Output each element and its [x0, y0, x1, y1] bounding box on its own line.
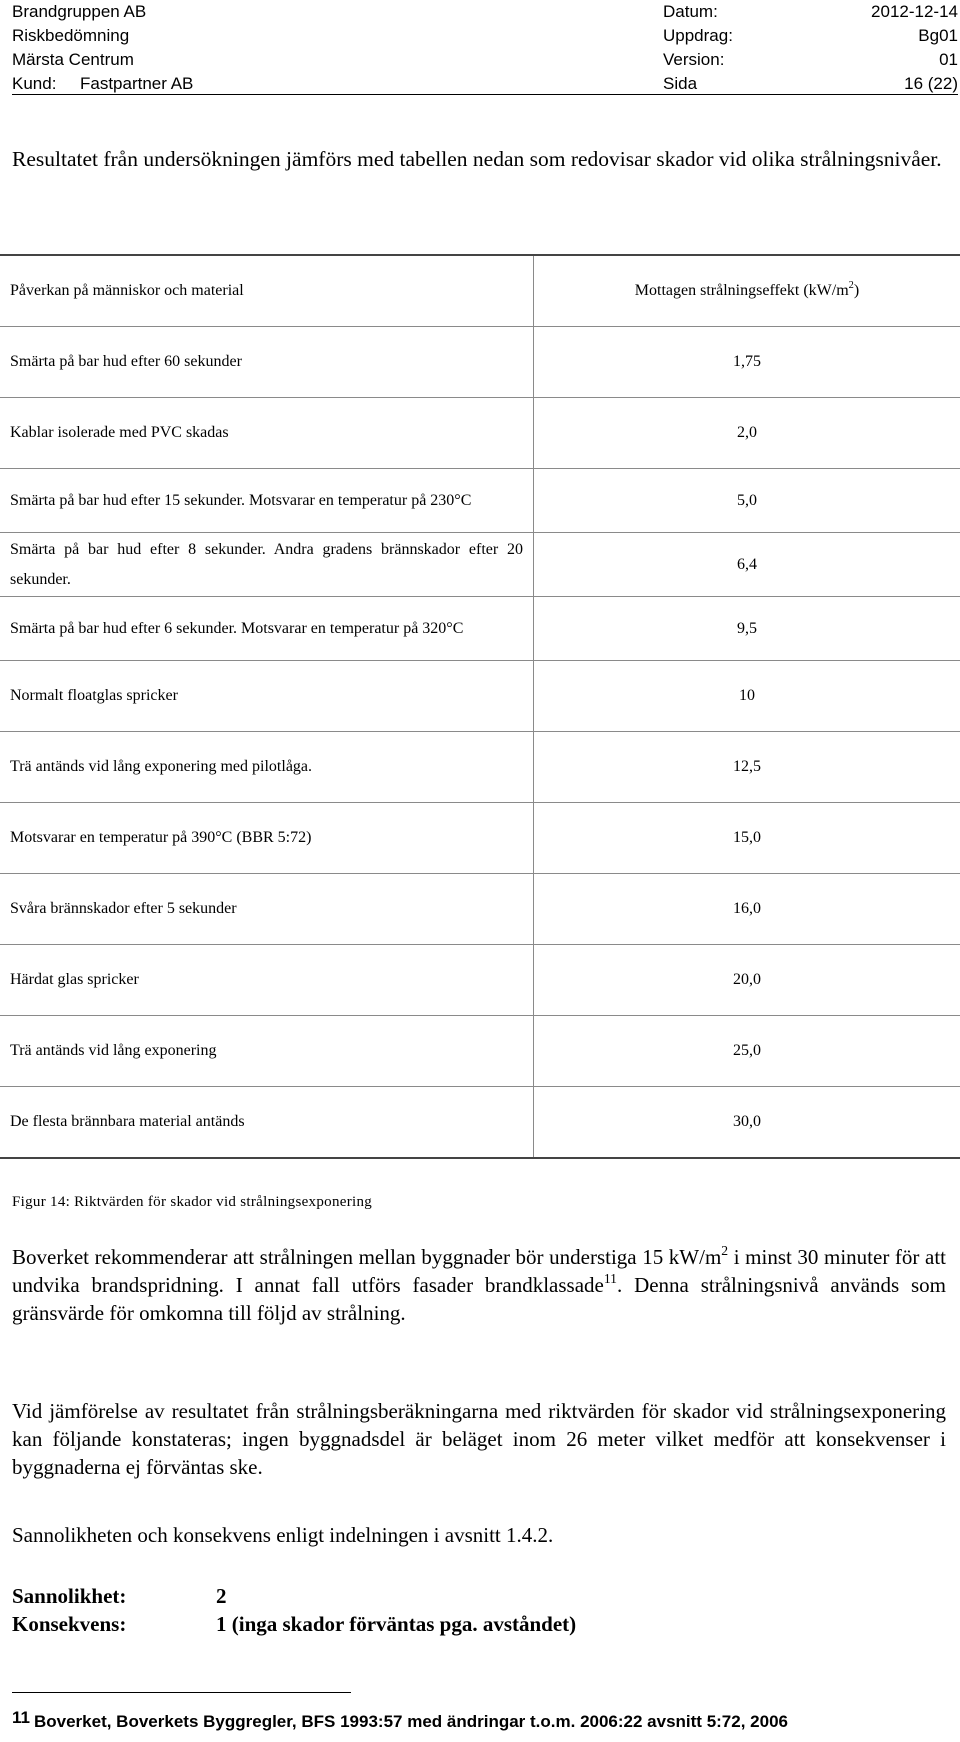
effect-cell: Trä antänds vid lång exponering: [0, 1016, 534, 1087]
effect-cell: Kablar isolerade med PVC skadas: [0, 398, 534, 469]
effect-cell: Smärta på bar hud efter 6 sekunder. Motsvarar en temperatur på 320°C: [0, 597, 534, 661]
assessment-intro: Sannolikheten och konsekvens enligt indelningen i avsnitt 1.4.2.: [12, 1523, 554, 1547]
table-row: [0, 533, 960, 597]
version-value: 01: [939, 50, 958, 69]
header-divider: [12, 94, 958, 95]
effect-cell: Normalt floatglas spricker: [0, 661, 534, 732]
client-name: Fastpartner AB: [80, 74, 194, 93]
value-cell: 10: [534, 661, 960, 732]
assignment-label: Uppdrag:: [663, 26, 733, 45]
client-label: Kund:: [12, 74, 57, 93]
header-row: [12, 0, 958, 24]
table-header-row: [0, 255, 960, 327]
recommendation-paragraph: Boverket rekommenderar att strålningen mellan byggnader bör understiga 15 $kW/m^2$ i minst 30 minuter för att undvika brandspridning. I annat fall utförs fasader brandklassade$^{11}$. Denna strålningsnivå används som gränsvärde för omkomna till följd av strålning.: [12, 1242, 946, 1325]
consequence-label: Konsekvens:: [12, 1612, 127, 1636]
value-cell: 12,5: [534, 732, 960, 803]
document-type: Riskbedömning: [12, 26, 130, 45]
footnote-reference: 11: [603, 1270, 617, 1286]
table-row: [0, 597, 960, 661]
footnote-text: Boverket, Boverkets Byggregler, BFS 1993:57 med ändringar t.o.m. 2006:22 avsnitt 5:72, 2006: [33, 1712, 788, 1731]
table-row: [0, 398, 960, 469]
effect-cell: Motsvarar en temperatur på 390°C (BBR 5:72): [0, 803, 534, 874]
value-cell: 9,5: [534, 597, 960, 661]
header-radiation: Mottagen strålningseffekt $(kW/m^2)$: [534, 255, 960, 327]
table-row: [0, 945, 960, 1016]
header-row: [12, 48, 958, 72]
project-name: Märsta Centrum: [12, 50, 134, 69]
effect-cell: De flesta brännbara material antänds: [0, 1087, 534, 1159]
date-value: 2012-12-14: [871, 2, 958, 21]
effect-cell: Svåra brännskador efter 5 sekunder: [0, 874, 534, 945]
table-row: [0, 469, 960, 533]
value-cell: 5,0: [534, 469, 960, 533]
table-row: [0, 874, 960, 945]
value-cell: 20,0: [534, 945, 960, 1016]
page-label: Sida: [663, 74, 698, 93]
date-label: Datum:: [663, 2, 718, 21]
version-label: Version:: [663, 50, 725, 69]
effect-cell: Härdat glas spricker: [0, 945, 534, 1016]
effect-cell: Smärta på bar hud efter 60 sekunder: [0, 327, 534, 398]
effect-cell: Trä antänds vid lång exponering med pilotlåga.: [0, 732, 534, 803]
header-row: [12, 72, 958, 96]
table-row: [0, 803, 960, 874]
table-row: [0, 1087, 960, 1159]
value-cell: 25,0: [534, 1016, 960, 1087]
figure-caption: Figur 14: Riktvärden för skador vid strålningsexponering: [12, 1194, 373, 1210]
footnote-divider: [12, 1692, 351, 1693]
table-row: [0, 1016, 960, 1087]
company-name: Brandgruppen AB: [12, 2, 147, 21]
value-cell: 1,75: [534, 327, 960, 398]
value-cell: 30,0: [534, 1087, 960, 1159]
footnote: [12, 1708, 788, 1732]
table-row: [0, 327, 960, 398]
effect-cell: Smärta på bar hud efter 15 sekunder. Motsvarar en temperatur på 230°C: [0, 469, 534, 533]
comparison-paragraph: Vid jämförelse av resultatet från strålningsberäkningarna med riktvärden för skador vid strålningsexponering kan följande konstateras; ingen byggnadsdel är beläget inom 26 meter vilket medför att konsekvenser i byggnaderna ej förväntas ske.: [12, 1399, 946, 1479]
header-effect: Påverkan på människor och material: [0, 255, 534, 327]
probability-value: 2: [216, 1584, 227, 1608]
value-cell: 16,0: [534, 874, 960, 945]
radiation-damage-table: [0, 254, 960, 1159]
footnote-number: 11: [12, 1708, 30, 1727]
intro-paragraph: Resultatet från undersökningen jämförs med tabellen nedan som redovisar skador vid olika strålningsnivåer.: [12, 147, 942, 171]
effect-cell: Smärta på bar hud efter 8 sekunder. Andra gradens brännskador efter 20 sekunder.: [0, 533, 534, 597]
assignment-value: Bg01: [918, 26, 958, 45]
value-cell: 6,4: [534, 533, 960, 597]
probability-label: Sannolikhet:: [12, 1584, 127, 1608]
table-row: [0, 661, 960, 732]
consequence-value: 1 (inga skador förväntas pga. avståndet): [216, 1612, 577, 1636]
value-cell: 2,0: [534, 398, 960, 469]
table-row: [0, 732, 960, 803]
value-cell: 15,0: [534, 803, 960, 874]
header-row: [12, 24, 958, 48]
page-number: 16 (22): [904, 74, 958, 93]
